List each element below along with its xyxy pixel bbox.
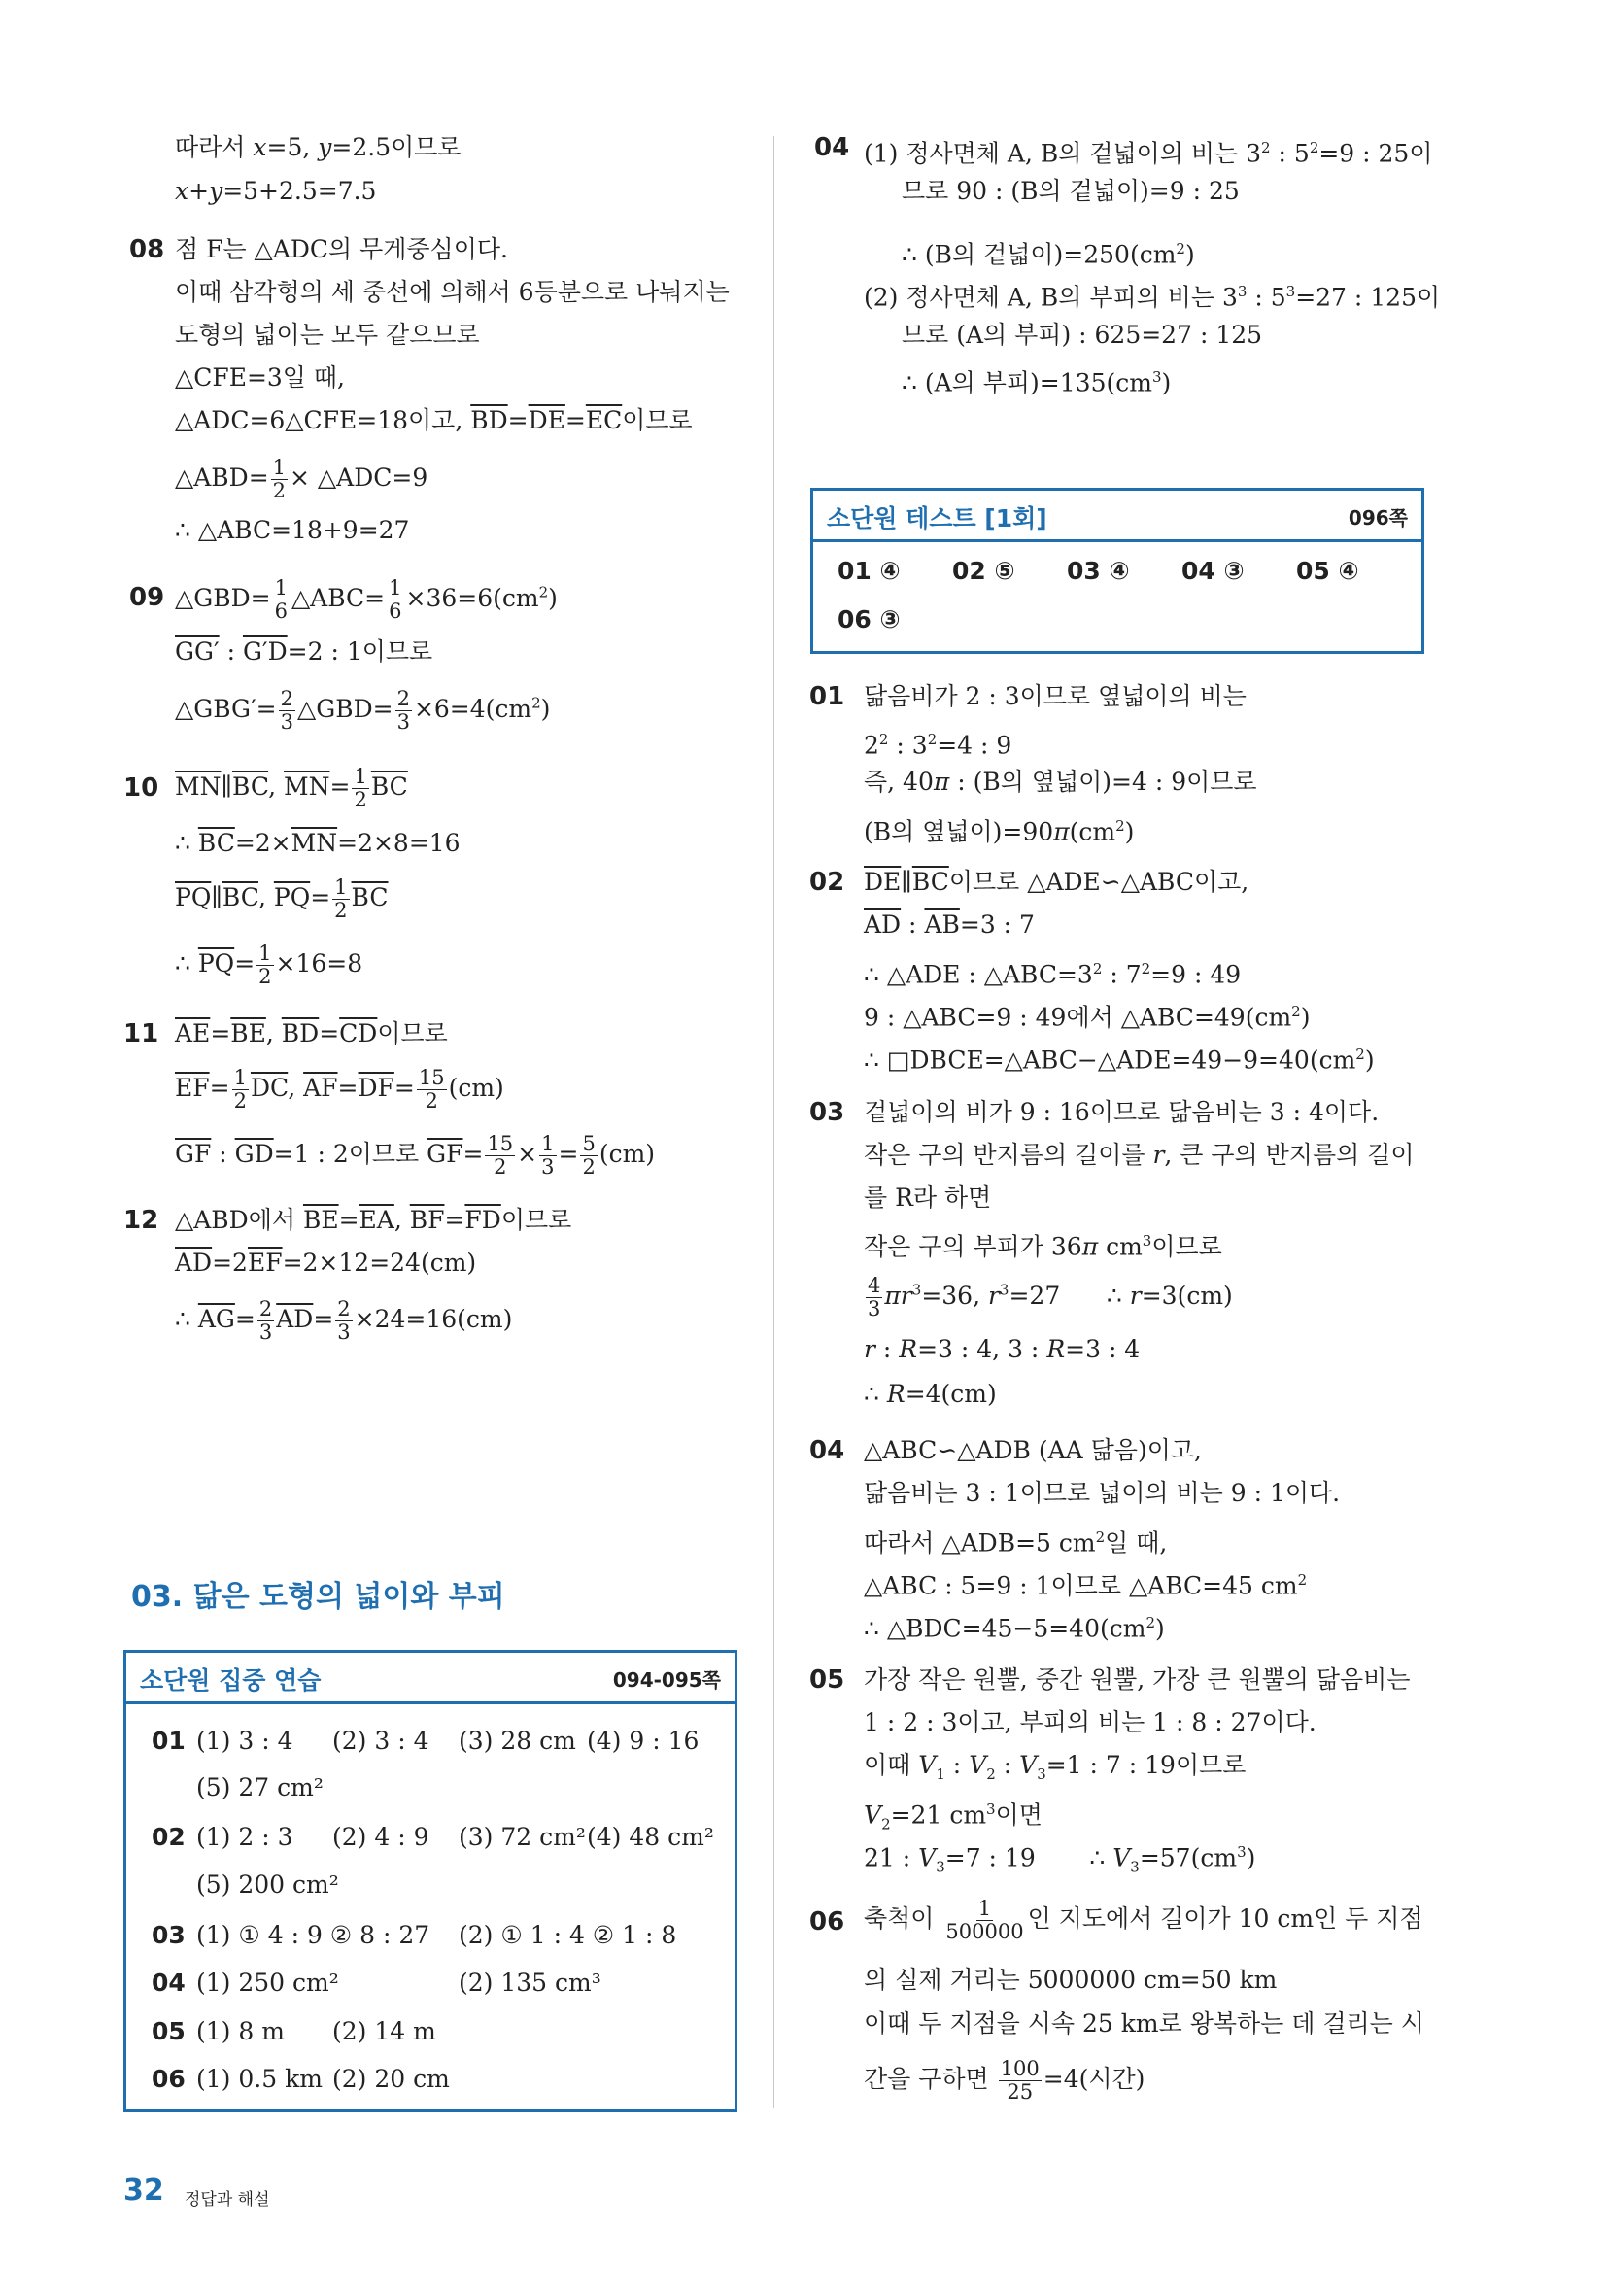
intro-line-2: x+y=5+2.5=7.5 [175,177,377,205]
equation-line: 축척이 $\frac{1}{500000}$ 인 지도에서 길이가 10 cm인 두 지점 [864,1897,1423,1943]
answer-number: 03 [152,1921,186,1949]
answer: (1) 3 : 4 [196,1727,293,1755]
text-line: 의 실제 거리는 5000000 cm=50 km [864,1966,1278,1994]
answer: (3) 28 cm [459,1727,576,1755]
equation-line: ∴ (B의 겉넓이)$=250(cm^2)$ [902,240,1195,269]
column-divider [773,136,774,2108]
answer: (2) ① 1 : 4 ② 1 : 8 [459,1921,677,1949]
equation-line: ∴ R=4(cm) [864,1380,997,1408]
text-line: 1 : 2 : 3이고, 부피의 비는 1 : 8 : 27이다. [864,1708,1316,1736]
problem-number: 11 [123,1019,159,1048]
problem-number: 12 [123,1206,159,1235]
equation-line: △ABC∽△ADB (AA 닮음)이고, [864,1436,1202,1464]
equation-line: $\overline{MN}\parallel\overline{BC}$, $\overline{MN}=$ $\frac{1}{2}$ $\overline{BC}$ [175,765,408,811]
answer: (3) 72 cm² [459,1823,586,1851]
equation-line: △ABD= $\frac{1}{2}$ × △ADC=9 [175,456,428,502]
equation-line: 므로 90 : (B의 겉넓이)=9 : 25 [902,177,1240,205]
footer-label: 정답과 해설 [185,2190,270,2210]
problem-number: 05 [809,1665,845,1695]
section-title: 03. 닮은 도형의 넓이와 부피 [131,1580,505,1614]
problem-number: 04 [809,1436,845,1465]
text-line: 이때 두 지점을 시속 25 km로 왕복하는 데 걸리는 시 [864,2009,1424,2038]
equation-line: 간을 구하면 $\frac{100}{25}$ =4(시간) [864,2057,1145,2104]
equation-line: 9 : △ABC=9 : 49에서 $\triangle ABC=49(cm^2)$ [864,1003,1311,1032]
equation-line: $\overline{PQ}\parallel\overline{BC}$, $\overline{PQ}=$ $\frac{1}{2}$ $\overline{BC}$ [175,875,389,922]
problem-number: 04 [814,133,850,162]
answer-number: 05 [152,2017,186,2045]
text-line: 를 R라 하면 [864,1183,992,1212]
problem-number: 02 [809,868,845,897]
box-header [126,1653,735,1704]
box-pages: 096쪽 [1348,506,1408,530]
equation-line: 21 : $V_3=7$ : 19 ∴ $V_3=57(cm^3)$ [864,1843,1256,1876]
text-line: 도형의 넓이는 모두 같으므로 [175,321,480,349]
text-line: 가장 작은 원뿔, 중간 원뿔, 가장 큰 원뿔의 닮음비는 [864,1665,1411,1694]
answer: (2) 14 m [332,2017,436,2045]
answer: (5) 200 cm² [196,1870,339,1899]
text-line: 닮음비는 3 : 1이므로 넓이의 비는 9 : 1이다. [864,1479,1341,1507]
equation-line: $2^2$ : $3^2=4$ : 9 [864,731,1012,760]
problem-number: 01 [809,682,845,711]
answer-number: 02 [152,1823,186,1851]
answer: (2) 20 cm [332,2065,450,2093]
answer: (1) ① 4 : 9 ② 8 : 27 [196,1921,430,1949]
equation-line: $\overline{AD}$ : $\overline{AB}=3$ : 7 [864,910,1035,939]
answer: 06 ③ [838,605,901,634]
box-pages: 094-095쪽 [612,1668,721,1692]
equation-line: 따라서 △ADB=5 $cm^2$일 때, [864,1528,1168,1558]
answer: 02 ⑤ [952,557,1015,585]
equation-line: ∴ $\overline{AG}=$ $\frac{2}{3}$ $\overline{AD}=$ $\frac{2}{3}$ ×24=16(cm) [175,1297,513,1344]
text-line: 점 F는 △ADC의 무게중심이다. [175,235,508,263]
equation-line: △GBG′= $\frac{2}{3}$ △GBD= $\frac{2}{3}$ $\times 6=4(cm^2)$ [175,687,551,734]
equation-line: ∴ △ABC=18+9=27 [175,516,410,544]
box-header [813,491,1421,542]
equation-line: △ABC : 5=9 : 1이므로 △ABC=45 $cm^2$ [864,1571,1308,1600]
page-number: 32 [123,2174,164,2208]
equation-line: (1) 정사면체 A, B의 겉넓이의 비는 $3^2$ : $5^2=9$ : 25이 [864,139,1433,168]
equation-line: $\overline{AD}=2\overline{EF}=2\times 12=24(cm)$ [175,1249,477,1277]
text-line: 겉넓이의 비가 9 : 16이므로 닮음비는 3 : 4이다. [864,1098,1380,1126]
answer: (4) 9 : 16 [587,1727,700,1755]
box-title: 소단원 테스트 [1회] [827,504,1047,532]
equation-line: 즉, 40π : (B의 옆넓이)=4 : 9이므로 [864,768,1257,796]
problem-number: 06 [809,1907,845,1936]
equation-line: $\overline{DE}\parallel\overline{BC}$이므로 △ADE∽△ABC이고, [864,868,1249,896]
equation-line: △ADC=6△CFE=18이고, $\overline{BD}=\overline{DE}=\overline{EC}$이므로 [175,406,693,434]
equation-line: 작은 구의 반지름의 길이를 r, 큰 구의 반지름의 길이 [864,1141,1415,1169]
problem-number: 03 [809,1098,845,1127]
text-line: 닮음비가 2 : 3이므로 옆넓이의 비는 [864,682,1247,710]
equation-line: ∴ $\triangle BDC=45-5=40(cm^2)$ [864,1614,1165,1643]
answer: 01 ④ [838,557,901,585]
equation-line: 이때 $V_1$ : $V_2$ : $V_3=1$ : 7 : 19이므로 [864,1751,1247,1783]
answer: (1) 250 cm² [196,1969,339,1997]
equation-line: GG′ : G′D=2 : 1이므로 [175,637,433,666]
answer-number: 01 [152,1727,186,1755]
equation-line: $V_2=21$ $cm^3$이면 [864,1800,1043,1833]
answer: 04 ③ [1181,557,1245,585]
equation-line: $\frac{4}{3}$ $\pi r^3=36$, $r^3=27$ ∴ r=3(cm) [868,1274,1233,1320]
equation-line: $\overline{AE}=\overline{BE}$, $\overline{BD}=\overline{CD}$이므로 [175,1019,448,1047]
equation-line: r : R=3 : 4, 3 : R=3 : 4 [864,1335,1141,1363]
answer: (2) 3 : 4 [332,1727,429,1755]
problem-number: 09 [129,583,165,612]
equation-line: (B의 옆넓이)$=90\pi(cm^2)$ [864,817,1135,846]
answer: (1) 2 : 3 [196,1823,293,1851]
answer: (2) 135 cm³ [459,1969,601,1997]
equation-line: $\overline{GF}$ : $\overline{GD}=1$ : 2이므로 $\overline{GF}=$ $\frac{15}{2}$ × $\frac{1}{3}$ = $\frac{5}{2}$ (cm) [175,1132,656,1179]
equation-line: ∴ △ADE : $\triangle ABC=3^2$ : $7^2=9$ : 49 [864,960,1242,989]
answer: (4) 48 cm² [587,1823,714,1851]
equation-line: 작은 구의 부피가 36π $cm^3$이므로 [864,1232,1222,1261]
answer: (1) 0.5 km [196,2065,323,2093]
equation-line: ∴ $\overline{PQ}=$ $\frac{1}{2}$ ×16=8 [175,942,363,988]
answer: 05 ④ [1296,557,1359,585]
equation-line: ∴ $□DBCE=\triangle ABC-\triangle ADE=49-9=40(cm^2)$ [864,1045,1375,1075]
text-line: △CFE=3일 때, [175,363,345,392]
problem-number: 08 [129,235,165,264]
equation-line: ∴ (A의 부피)$=135(cm^3)$ [902,368,1172,397]
answer-box-practice [123,1650,737,2112]
text-line: 이때 삼각형의 세 중선에 의해서 6등분으로 나눠지는 [175,278,730,306]
equation-line: ∴ $\overline{BC}=2\times\overline{MN}=2\times 8=16$ [175,829,461,857]
answer-number: 04 [152,1969,186,1997]
equation-line: (2) 정사면체 A, B의 부피의 비는 $3^3$ : $5^3=27$ : 125이 [864,283,1441,312]
answer: (2) 4 : 9 [332,1823,429,1851]
intro-line-1: 따라서 x=5, y=2.5이므로 [175,133,462,161]
answer-number: 06 [152,2065,186,2093]
answer: (5) 27 cm² [196,1773,324,1801]
equation-line: △ABD에서 $\overline{BE}=\overline{EA}$, $\overline{BF}=\overline{FD}$이므로 [175,1206,572,1234]
answer: (1) 8 m [196,2017,285,2045]
box-title: 소단원 집중 연습 [140,1666,322,1695]
equation-line: △GBD= $\frac{1}{6}$ △ABC= $\frac{1}{6}$ $\times 36=6(cm^2)$ [175,576,558,623]
problem-number: 10 [123,773,159,803]
equation-line: 므로 (A의 부피) : 625=27 : 125 [902,321,1263,349]
answer: 03 ④ [1067,557,1130,585]
answer-box-test [810,488,1424,654]
equation-line: $\overline{EF}=$ $\frac{1}{2}$ $\overline{DC}$, $\overline{AF}=\overline{DF}=$ $\frac{15}{2}$ (cm) [175,1066,504,1113]
